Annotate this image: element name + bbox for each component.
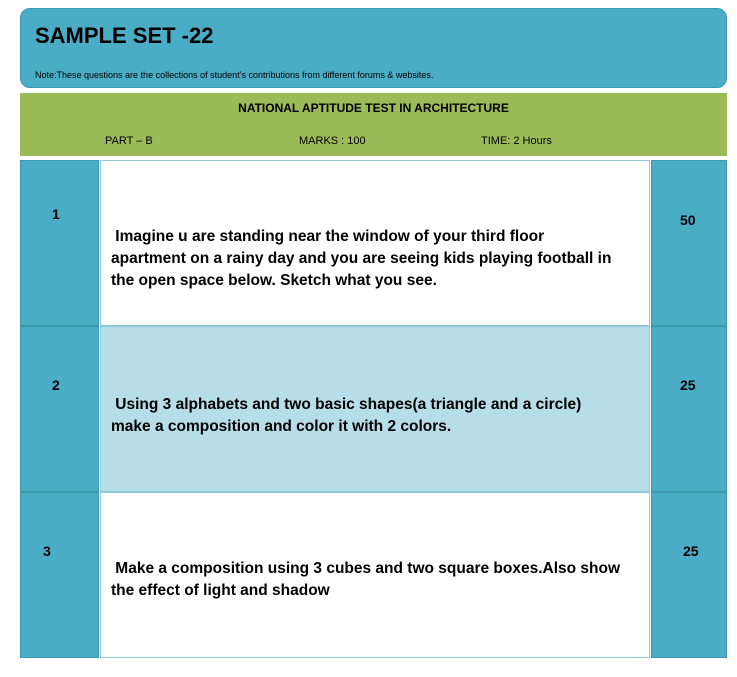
question-text-cell xyxy=(100,326,650,492)
question-number: 2 xyxy=(52,377,60,393)
question-number: 1 xyxy=(52,206,60,222)
question-line: Using 3 alphabets and two basic shapes(a triangle and a circle) xyxy=(111,396,582,413)
question-line: Make a composition using 3 cubes and two square boxes.Also show xyxy=(111,560,621,577)
question-row-1 xyxy=(20,160,727,326)
question-text xyxy=(111,558,641,602)
question-line: the open space below. Sketch what you see. xyxy=(111,272,437,289)
exam-info-band xyxy=(20,93,727,156)
question-line: Imagine u are standing near the window of your third floor xyxy=(111,228,545,245)
question-line: the effect of light and shadow xyxy=(111,582,330,599)
question-row-3 xyxy=(20,492,727,658)
question-number-cell xyxy=(20,160,99,326)
question-number-cell xyxy=(20,326,99,492)
exam-title: NATIONAL APTITUDE TEST IN ARCHITECTURE xyxy=(238,101,509,115)
question-line: apartment on a rainy day and you are seeing kids playing football in xyxy=(111,250,612,267)
question-text-cell xyxy=(100,492,650,658)
question-number-cell xyxy=(20,492,99,658)
question-text xyxy=(111,226,641,292)
question-number: 3 xyxy=(43,543,51,559)
question-marks: 25 xyxy=(683,543,699,559)
collection-note: Note:These questions are the collections of student’s contributions from different forums & websites. xyxy=(35,70,434,80)
question-row-2 xyxy=(20,326,727,492)
question-marks-cell xyxy=(651,492,727,658)
exam-marks: MARKS : 100 xyxy=(299,135,366,147)
question-marks: 50 xyxy=(680,212,696,228)
exam-part: PART – B xyxy=(105,135,153,147)
question-marks-cell xyxy=(651,326,727,492)
question-marks: 25 xyxy=(680,377,696,393)
question-text xyxy=(111,394,641,438)
question-text-cell xyxy=(100,160,650,326)
question-marks-cell xyxy=(651,160,727,326)
header-box xyxy=(20,8,727,88)
sample-set-title: SAMPLE SET -22 xyxy=(35,23,214,48)
exam-time: TIME: 2 Hours xyxy=(481,135,552,147)
question-line: make a composition and color it with 2 colors. xyxy=(111,418,452,435)
